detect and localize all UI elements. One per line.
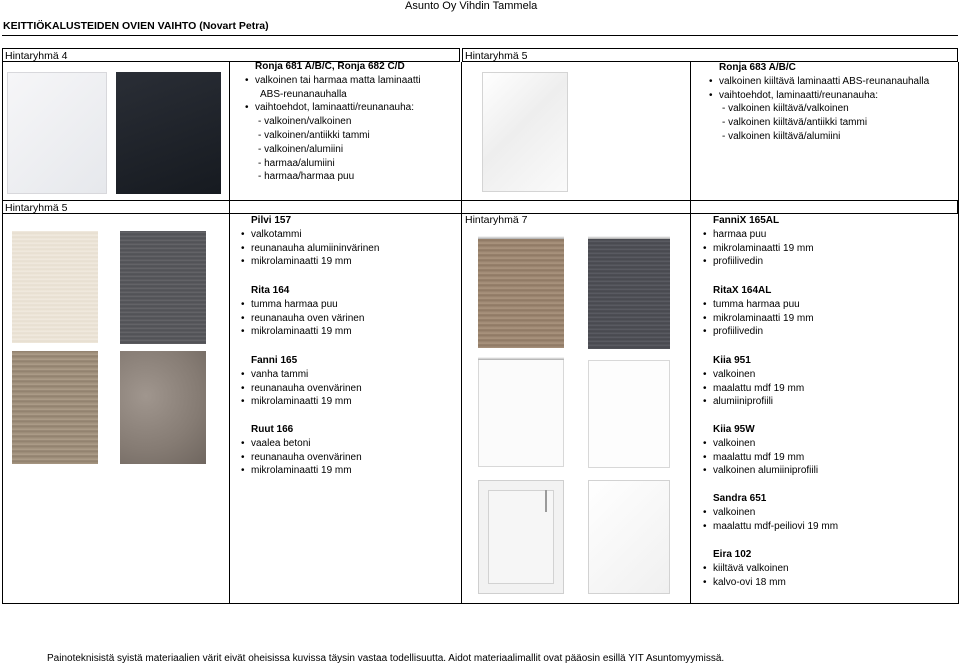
grid-line bbox=[2, 603, 959, 604]
item-line: • vanha tammi bbox=[238, 368, 362, 382]
item-sandra-651 bbox=[700, 492, 838, 533]
item-line: • vaihtoehdot, laminaatti/reunanauha: bbox=[242, 101, 421, 115]
sandra-handle bbox=[545, 490, 547, 512]
item-line: • mikrolaminaatti 19 mm bbox=[700, 242, 814, 256]
item-line: • kalvo-ovi 18 mm bbox=[700, 576, 789, 590]
item-line: • reunanauha ovenvärinen bbox=[238, 451, 362, 465]
item-line: • harmaa puu bbox=[700, 228, 814, 242]
swatch-ritax-dark-grey-wood bbox=[588, 236, 670, 349]
swatch-ruut-light-concrete bbox=[120, 351, 206, 464]
item-line: • mikrolaminaatti 19 mm bbox=[700, 312, 814, 326]
item-line: • alumiiniprofiili bbox=[700, 395, 804, 409]
company-name: Asunto Oy Vihdin Tammela bbox=[405, 0, 538, 12]
item-line: • valkoinen bbox=[700, 506, 838, 520]
item-name: Sandra 651 bbox=[713, 493, 767, 504]
swatch-sandra-white-framed bbox=[478, 480, 564, 594]
item-fanni-165 bbox=[238, 354, 362, 409]
item-line: • reunanauha alumiininvärinen bbox=[238, 242, 379, 256]
swatch-ronja-683-white-gloss bbox=[482, 72, 568, 192]
item-line: • valkoinen bbox=[700, 437, 818, 451]
section-header-price-group-5-bottom: Hintaryhmä 5 bbox=[2, 200, 958, 214]
item-line: - valkoinen kiiltävä/valkoinen bbox=[722, 103, 849, 115]
section-header-price-group-5-top: Hintaryhmä 5 bbox=[462, 48, 958, 62]
aluminium-profile bbox=[478, 357, 564, 360]
item-fannix-165al bbox=[700, 214, 814, 269]
item-kiia-95w bbox=[700, 423, 818, 478]
item-line: • profiilivedin bbox=[700, 255, 814, 269]
swatch-rita-dark-grey-wood bbox=[120, 231, 206, 344]
item-ruut-166 bbox=[238, 423, 362, 478]
item-name: Ronja 683 A/B/C bbox=[719, 62, 796, 73]
item-name: Rita 164 bbox=[251, 285, 290, 296]
item-line: • maalattu mdf 19 mm bbox=[700, 382, 804, 396]
item-name: RitaX 164AL bbox=[713, 285, 772, 296]
grid-line bbox=[958, 62, 959, 603]
item-line: - harmaa/alumiini bbox=[258, 157, 335, 169]
item-line: • vaihtoehdot, laminaatti/reunanauha: bbox=[706, 89, 929, 103]
item-line: • maalattu mdf-peiliovi 19 mm bbox=[700, 520, 838, 534]
item-name: Ruut 166 bbox=[251, 424, 294, 435]
item-line: • tumma harmaa puu bbox=[700, 298, 814, 312]
item-ritax-164al bbox=[700, 284, 814, 339]
swatch-fanni-old-oak bbox=[12, 351, 98, 464]
swatch-kiia-951-white bbox=[478, 357, 564, 467]
section-header-price-group-4: Hintaryhmä 4 bbox=[2, 48, 460, 62]
item-line: • mikrolaminaatti 19 mm bbox=[238, 464, 362, 478]
grid-line bbox=[229, 62, 230, 603]
item-line: • mikrolaminaatti 19 mm bbox=[238, 395, 362, 409]
swatch-pilvi-white-oak bbox=[12, 231, 98, 343]
section-label-price-group-7: Hintaryhmä 7 bbox=[465, 214, 528, 226]
item-line: - valkoinen/alumiini bbox=[258, 143, 344, 155]
item-pilvi-157 bbox=[238, 214, 379, 269]
item-line: • tumma harmaa puu bbox=[238, 298, 364, 312]
item-line: - valkoinen kiiltävä/alumiini bbox=[722, 130, 841, 142]
grid-line bbox=[2, 62, 3, 603]
item-line: • mikrolaminaatti 19 mm bbox=[238, 325, 364, 339]
item-ronja-683 bbox=[706, 61, 929, 144]
item-line: • valkoinen tai harmaa matta laminaatti bbox=[242, 74, 421, 88]
swatch-kiia-95w-white bbox=[588, 360, 670, 468]
item-line: • kiiltävä valkoinen bbox=[700, 562, 789, 576]
item-line: • valkotammi bbox=[238, 228, 379, 242]
item-line: • valkoinen bbox=[700, 368, 804, 382]
swatch-ronja-grey bbox=[116, 72, 221, 194]
item-line: - valkoinen kiiltävä/antiikki tammi bbox=[722, 117, 868, 129]
item-line: - harmaa/harmaa puu bbox=[258, 171, 355, 183]
title-rule bbox=[2, 35, 958, 36]
item-name: Kiia 95W bbox=[713, 424, 755, 435]
item-line: • profiilivedin bbox=[700, 325, 814, 339]
item-line: • vaalea betoni bbox=[238, 437, 362, 451]
profile-handle bbox=[588, 236, 670, 239]
swatch-fannix-grey-wood bbox=[478, 236, 564, 348]
item-name: Pilvi 157 bbox=[251, 215, 292, 226]
item-rita-164 bbox=[238, 284, 364, 339]
item-line: - valkoinen/valkoinen bbox=[258, 116, 352, 128]
item-name: Fanni 165 bbox=[251, 355, 298, 366]
item-name: Eira 102 bbox=[713, 549, 752, 560]
item-eira-102 bbox=[700, 548, 789, 589]
item-name: Kiia 951 bbox=[713, 355, 751, 366]
footer-disclaimer: Painoteknisistä syistä materiaalien värit eivät oheisissa kuvissa täysin vastaa todellisuutta. Aidot materiaalimallit ovat pääosin esillä YIT Asuntomyymissä. bbox=[47, 653, 725, 664]
item-name: Ronja 681 A/B/C, Ronja 682 C/D bbox=[255, 61, 405, 72]
item-kiia-951 bbox=[700, 354, 804, 409]
item-line: • reunanauha ovenvärinen bbox=[238, 382, 362, 396]
swatch-ronja-white-matte bbox=[7, 72, 107, 194]
item-ronja-681 bbox=[242, 60, 421, 184]
item-line: • maalattu mdf 19 mm bbox=[700, 451, 818, 465]
swatch-eira-gloss-white bbox=[588, 480, 670, 594]
page-title: KEITTIÖKALUSTEIDEN OVIEN VAIHTO (Novart Petra) bbox=[3, 20, 269, 32]
item-line: • mikrolaminaatti 19 mm bbox=[238, 255, 379, 269]
item-line: • valkoinen kiiltävä laminaatti ABS-reunanauhalla bbox=[706, 75, 929, 89]
grid-line bbox=[690, 62, 691, 603]
item-line: • valkoinen alumiiniprofiili bbox=[700, 464, 818, 478]
grid-line bbox=[461, 62, 462, 603]
item-line: • reunanauha oven värinen bbox=[238, 312, 364, 326]
item-name: FanniX 165AL bbox=[713, 215, 780, 226]
profile-handle bbox=[478, 236, 564, 239]
item-line: - valkoinen/antiikki tammi bbox=[258, 129, 370, 141]
item-line: ABS-reunanauhalla bbox=[260, 88, 347, 100]
